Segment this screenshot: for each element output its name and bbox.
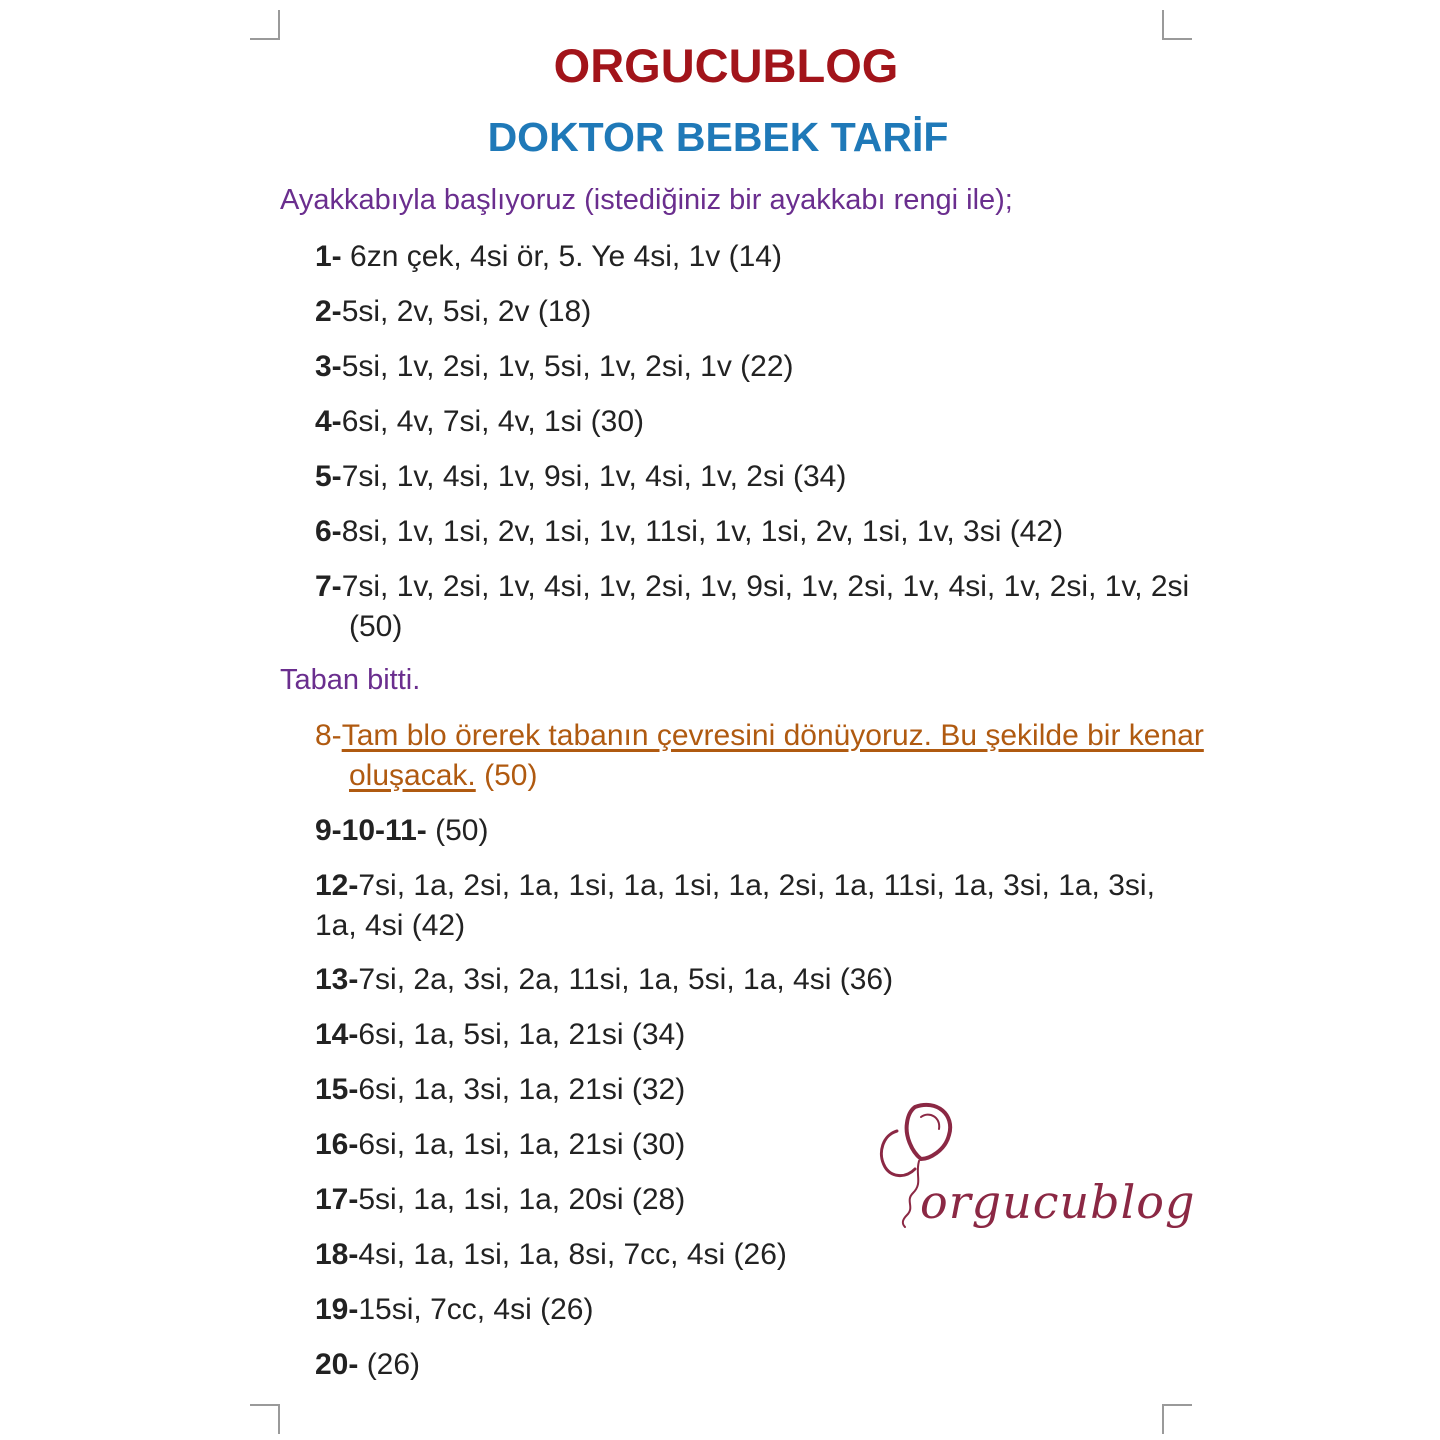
- row-number: 3-: [315, 350, 342, 383]
- row-instructions: 7si, 2a, 3si, 2a, 11si, 1a, 5si, 1a, 4si (36): [358, 963, 894, 996]
- row-number: 6-: [315, 515, 342, 548]
- row-instructions: 4si, 1a, 1si, 1a, 8si, 7cc, 4si (26): [358, 1238, 787, 1271]
- pattern-row: [315, 457, 1175, 497]
- row-number: 15-: [315, 1073, 359, 1106]
- crop-mark-top-left: [250, 10, 280, 40]
- row-number: 16-: [315, 1128, 359, 1161]
- row-number: 13-: [315, 963, 359, 996]
- row-instructions: 5si, 2v, 5si, 2v (18): [341, 295, 592, 328]
- row-instructions: 7si, 1v, 2si, 1v, 4si, 1v, 2si, 1v, 9si, 1v, 2si, 1v, 4si, 1v, 2si, 1v, 2si (50): [341, 570, 1190, 643]
- row-number: 19-: [315, 1293, 359, 1326]
- row-instructions: 6si, 1a, 1si, 1a, 21si (30): [358, 1128, 686, 1161]
- row-number: 7-: [315, 570, 342, 603]
- pattern-row-highlight: [315, 716, 1209, 796]
- pattern-row: [315, 960, 1175, 1000]
- section-heading-shoe: Ayakkabıyla başlıyoruz (istediğiniz bir ayakkabı rengi ile);: [280, 184, 1013, 216]
- row-number: 20-: [315, 1348, 359, 1381]
- row-instructions: (26): [358, 1348, 421, 1381]
- pattern-row: [315, 866, 1175, 946]
- blog-title: ORGUCUBLOG: [553, 39, 899, 92]
- row-stitch-count: (50): [475, 759, 538, 792]
- row-instructions: (50): [426, 814, 489, 847]
- pattern-row: [315, 1345, 1175, 1385]
- row-instructions: 5si, 1a, 1si, 1a, 20si (28): [358, 1183, 686, 1216]
- row-number: 18-: [315, 1238, 359, 1271]
- pattern-row: [315, 512, 1175, 552]
- pattern-row: [315, 237, 1175, 277]
- row-instructions: Tam blo örerek tabanın çevresini dönüyoruz. Bu şekilde bir kenar oluşacak.: [341, 719, 1204, 792]
- row-number: 17-: [315, 1183, 359, 1216]
- row-instructions: 7si, 1a, 2si, 1a, 1si, 1a, 1si, 1a, 2si, 1a, 11si, 1a, 3si, 1a, 3si, 1a, 4si (42): [315, 869, 1155, 942]
- row-number: 5-: [315, 460, 342, 493]
- pattern-row: [315, 292, 1175, 332]
- crop-mark-bottom-left: [250, 1404, 280, 1434]
- row-instructions: 8si, 1v, 1si, 2v, 1si, 1v, 11si, 1v, 1si, 2v, 1si, 1v, 3si (42): [341, 515, 1064, 548]
- crop-mark-top-right: [1162, 10, 1192, 40]
- row-instructions: 6si, 4v, 7si, 4v, 1si (30): [341, 405, 645, 438]
- pattern-row: [315, 811, 1175, 851]
- row-number: 4-: [315, 405, 342, 438]
- row-instructions: 5si, 1v, 2si, 1v, 5si, 1v, 2si, 1v (22): [341, 350, 794, 383]
- row-number: 9-10-11-: [315, 814, 427, 847]
- row-instructions: 6si, 1a, 3si, 1a, 21si (32): [358, 1073, 686, 1106]
- watermark-logo-text: orgucublog: [920, 1175, 1196, 1229]
- pattern-row: [315, 1015, 1175, 1055]
- row-instructions: 15si, 7cc, 4si (26): [358, 1293, 594, 1326]
- row-instructions: 7si, 1v, 4si, 1v, 9si, 1v, 4si, 1v, 2si (34): [341, 460, 847, 493]
- recipe-title: DOKTOR BEBEK TARİF: [487, 114, 949, 160]
- row-instructions: 6zn çek, 4si ör, 5. Ye 4si, 1v (14): [341, 240, 782, 273]
- row-number: 8-: [315, 719, 342, 752]
- pattern-row: [315, 402, 1175, 442]
- row-number: 12-: [315, 869, 359, 902]
- section-heading-sole-done: Taban bitti.: [280, 664, 421, 696]
- pattern-row: [315, 1290, 1175, 1330]
- pattern-row: [315, 567, 1209, 647]
- row-number: 2-: [315, 295, 342, 328]
- crop-mark-bottom-right: [1162, 1404, 1192, 1434]
- row-number: 1-: [315, 240, 342, 273]
- row-number: 14-: [315, 1018, 359, 1051]
- pattern-row: [315, 347, 1175, 387]
- row-instructions: 6si, 1a, 5si, 1a, 21si (34): [358, 1018, 686, 1051]
